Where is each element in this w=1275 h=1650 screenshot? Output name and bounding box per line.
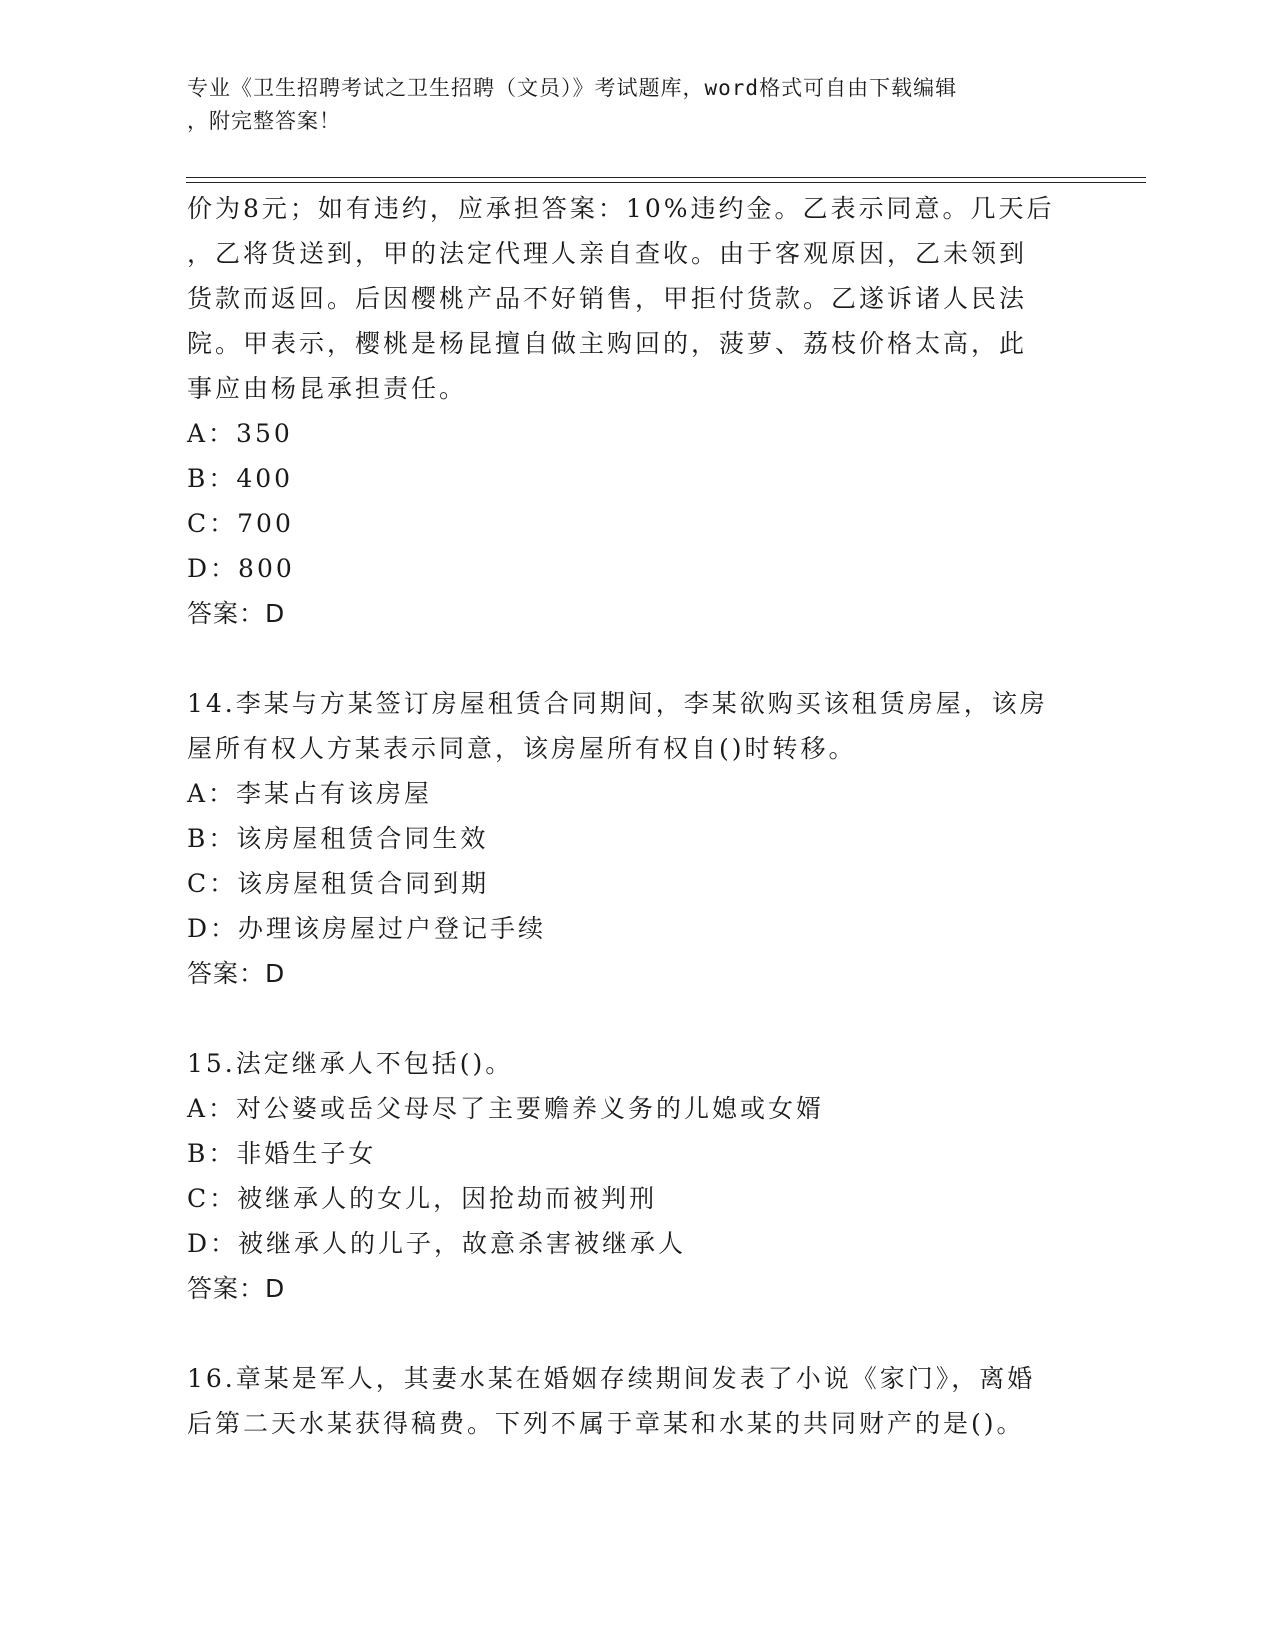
option-d: D：被继承人的儿子，故意杀害被继承人	[187, 1229, 687, 1258]
answer-label: 答案：D	[187, 959, 286, 988]
question-stem-line: 价为8元；如有违约，应承担答案：10%违约金。乙表示同意。几天后	[187, 194, 1055, 223]
question-stem-line: ，乙将货送到，甲的法定代理人亲自查收。由于客观原因，乙未领到	[187, 239, 1028, 268]
header-line-1: 专业《卫生招聘考试之卫生招聘（文员）》考试题库，word格式可自由下载编辑	[187, 76, 958, 100]
question-stem-line: 15.法定继承人不包括()。	[187, 1049, 514, 1078]
spacer	[187, 996, 1067, 1041]
option-b: B：该房屋租赁合同生效	[187, 824, 489, 853]
option-c: C：该房屋租赁合同到期	[187, 869, 490, 898]
answer-label: 答案：D	[187, 599, 286, 628]
question-16	[187, 1356, 1067, 1446]
option-b: B：400	[187, 464, 294, 493]
spacer	[187, 1311, 1067, 1356]
option-d: D：800	[187, 554, 295, 583]
option-d: D：办理该房屋过户登记手续	[187, 914, 547, 943]
option-a: A：对公婆或岳父母尽了主要赡养义务的儿媳或女婿	[187, 1094, 825, 1123]
question-stem-line: 后第二天水某获得稿费。下列不属于章某和水某的共同财产的是()。	[187, 1409, 1025, 1438]
question-content	[187, 186, 1067, 1446]
spacer	[187, 636, 1067, 681]
question-stem-line: 16.章某是军人，其妻水某在婚姻存续期间发表了小说《家门》，离婚	[187, 1364, 1036, 1393]
option-c: C：被继承人的女儿，因抢劫而被判刑	[187, 1184, 658, 1213]
header-divider-top	[186, 177, 1146, 178]
option-a: A：350	[187, 419, 293, 448]
option-a: A：李某占有该房屋	[187, 779, 433, 808]
question-stem-line: 14.李某与方某签订房屋租赁合同期间，李某欲购买该租赁房屋，该房	[187, 689, 1048, 718]
question-stem-line: 货款而返回。后因樱桃产品不好销售，甲拒付货款。乙遂诉诸人民法	[187, 284, 1028, 313]
option-b: B：非婚生子女	[187, 1139, 377, 1168]
option-c: C：700	[187, 509, 294, 538]
answer-label: 答案：D	[187, 1274, 286, 1303]
header-divider-bottom	[186, 182, 1146, 183]
question-stem-line: 院。甲表示，樱桃是杨昆擅自做主购回的，菠萝、荔枝价格太高，此	[187, 329, 1028, 358]
question-13	[187, 186, 1067, 636]
question-15	[187, 1041, 1067, 1311]
question-14	[187, 681, 1067, 996]
question-stem-line: 事应由杨昆承担责任。	[187, 374, 468, 403]
page-header	[187, 72, 1087, 138]
question-stem-line: 屋所有权人方某表示同意，该房屋所有权自()时转移。	[187, 734, 857, 763]
header-line-2: ，附完整答案！	[187, 109, 341, 133]
